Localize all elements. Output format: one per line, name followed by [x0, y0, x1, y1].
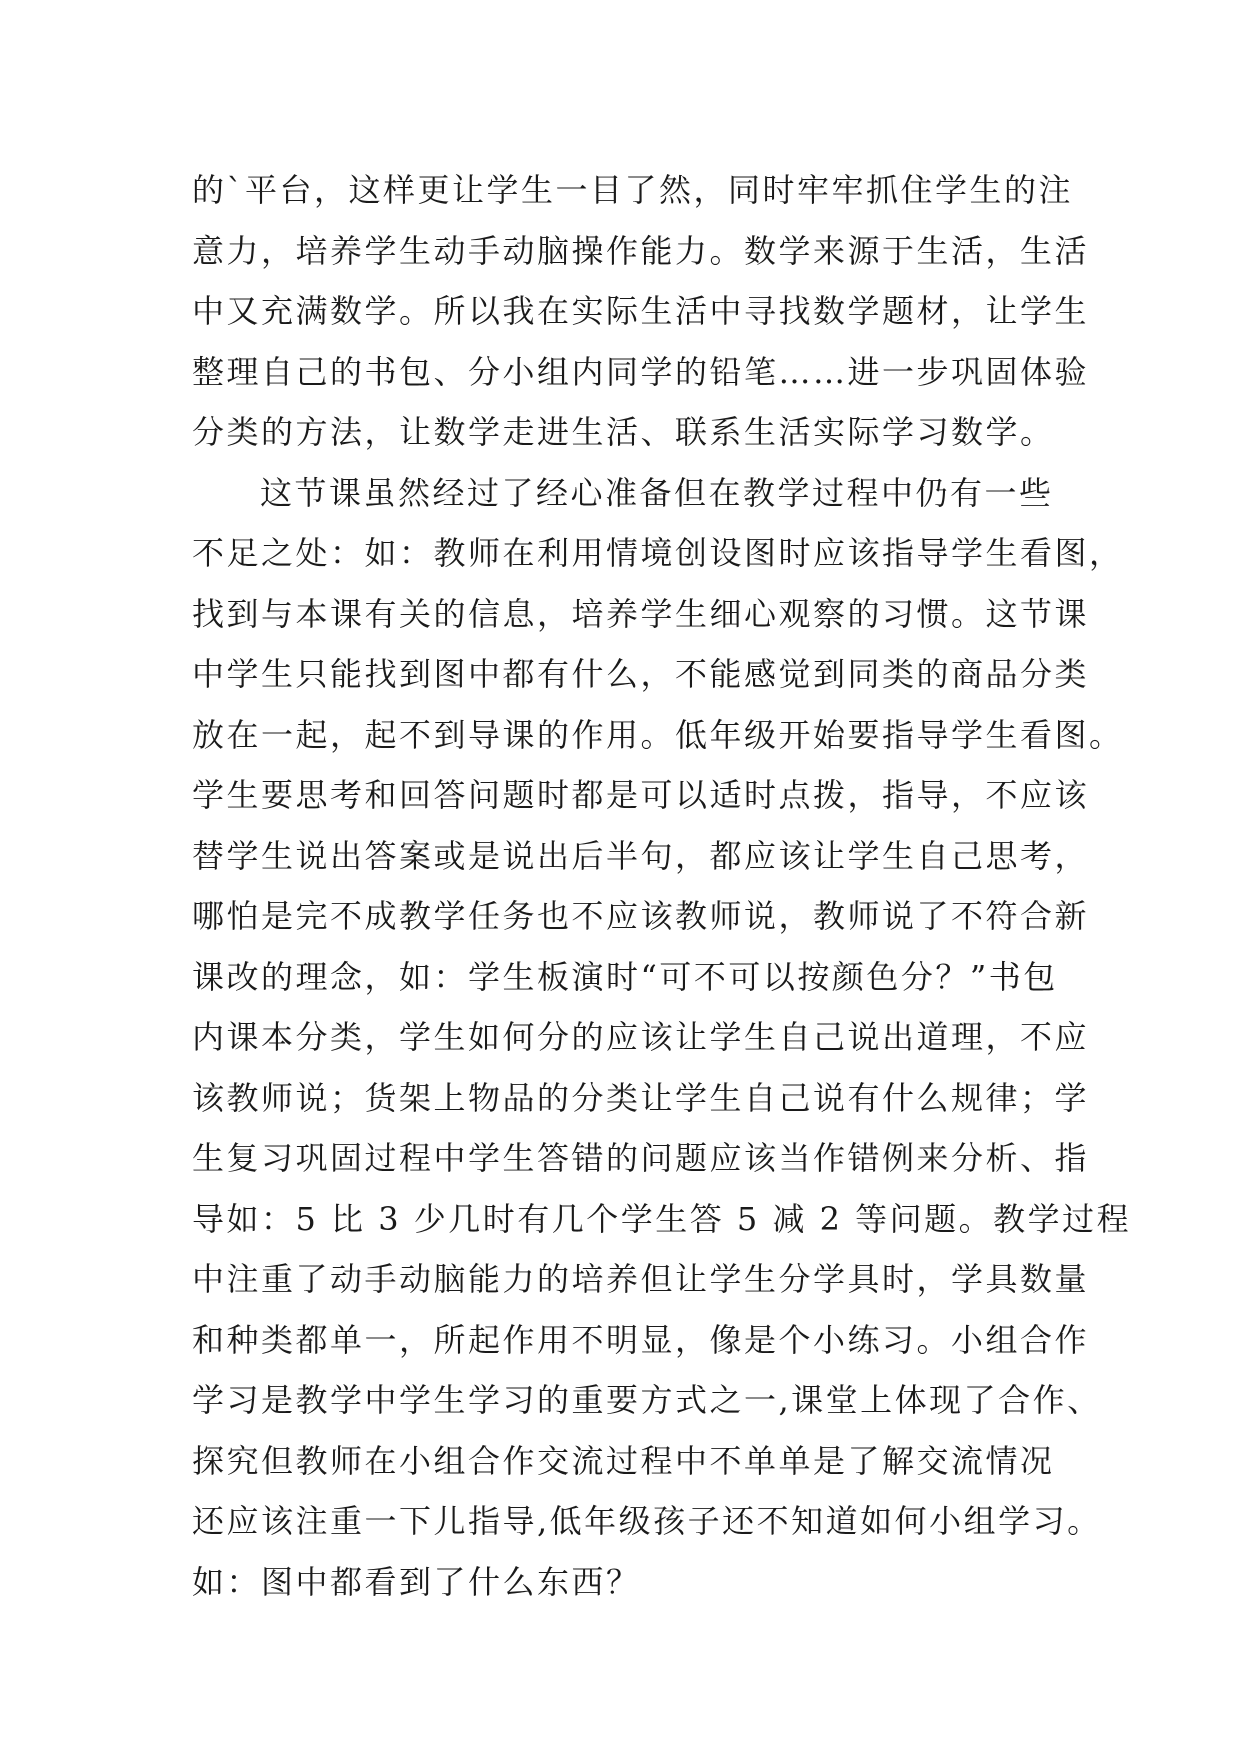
text-line: 课改的理念，如：学生板演时“可不可以按颜色分？”书包: [192, 957, 1058, 996]
text-line: 该教师说；货架上物品的分类让学生自己说有什么规律；学: [192, 1078, 1090, 1117]
text-line: 分类的方法，让数学走进生活、联系生活实际学习数学。: [192, 413, 1055, 451]
text-line: 学习是教学中学生学习的重要方式之一,课堂上体现了合作、: [192, 1381, 1102, 1419]
text-line: 还应该注重一下儿指导,低年级孩子还不知道如何小组学习。: [192, 1502, 1102, 1540]
text-line: 找到与本课有关的信息，培养学生细心观察的习惯。这节课: [192, 594, 1090, 633]
text-line: 中学生只能找到图中都有什么，不能感觉到同类的商品分类: [192, 655, 1090, 693]
text-line: 中又充满数学。所以我在实际生活中寻找数学题材，让学生: [192, 292, 1090, 330]
text-line: 学生要思考和回答问题时都是可以适时点拨，指导，不应该: [192, 776, 1090, 814]
text-line: 这节课虽然经过了经心准备但在教学过程中仍有一些: [260, 473, 1054, 512]
body-text: [192, 160, 1132, 1612]
text-line: 内课本分类，学生如何分的应该让学生自己说出道理，不应: [192, 1018, 1090, 1056]
text-line: 哪怕是完不成教学任务也不应该教师说，教师说了不符合新: [192, 897, 1090, 935]
text-line: 探究但教师在小组合作交流过程中不单单是了解交流情况: [192, 1441, 1055, 1480]
text-line: 意力，培养学生动手动脑操作能力。数学来源于生活，生活: [192, 231, 1090, 270]
text-line: 和种类都单一，所起作用不明显，像是个小练习。小组合作: [192, 1320, 1090, 1359]
text-line: 不足之处：如：教师在利用情境创设图时应该指导学生看图，: [192, 534, 1124, 572]
text-line: 导如：5 比 3 少几时有几个学生答 5 减 2 等问题。教学过程: [192, 1199, 1132, 1238]
text-line: 中注重了动手动脑能力的培养但让学生分学具时，学具数量: [192, 1260, 1090, 1298]
text-line: 生复习巩固过程中学生答错的问题应该当作错例来分析、指: [192, 1139, 1090, 1177]
text-line: 整理自己的书包、分小组内同学的铅笔……进一步巩固体验: [192, 352, 1090, 391]
paragraph-1: [192, 160, 1090, 463]
text-line: 替学生说出答案或是说出后半句，都应该让学生自己思考，: [192, 836, 1090, 875]
text-line: 如：图中都看到了什么东西？: [192, 1562, 641, 1601]
text-line: 的`平台，这样更让学生一目了然，同时牢牢抓住学生的注: [192, 171, 1074, 209]
paragraph-2: [192, 463, 1132, 1613]
text-line: 放在一起，起不到导课的作用。低年级开始要指导学生看图。: [192, 715, 1124, 754]
